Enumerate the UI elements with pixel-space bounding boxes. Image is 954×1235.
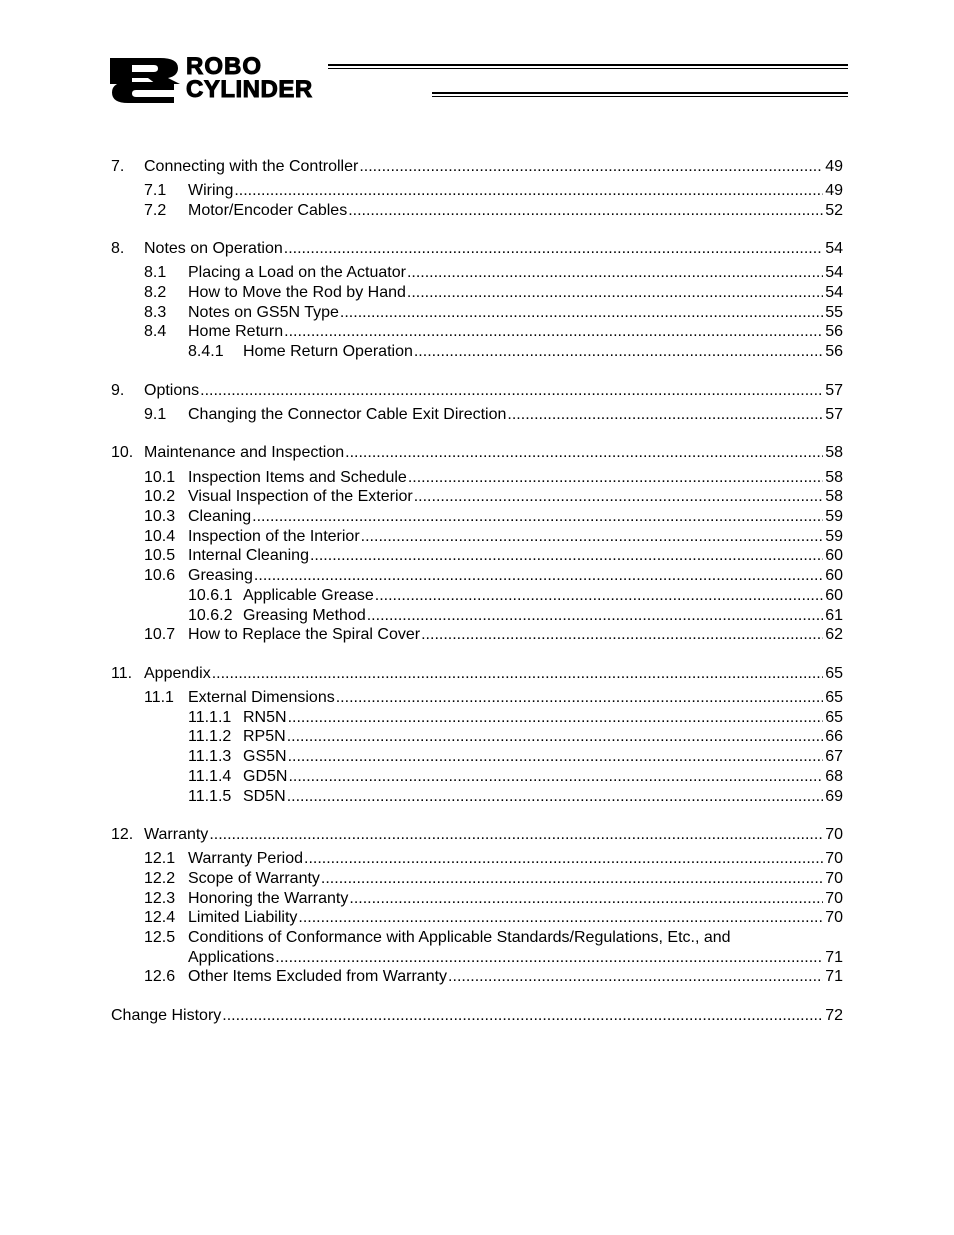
toc-entry-title: SD5N xyxy=(243,788,286,805)
toc-leader-dots xyxy=(288,767,823,787)
toc-entry-title: Placing a Load on the Actuator xyxy=(188,264,406,281)
toc-entry-title: Appendix xyxy=(144,665,211,682)
toc-entry[interactable] xyxy=(0,405,954,425)
toc-entry[interactable] xyxy=(0,586,954,606)
toc-leader-dots xyxy=(200,381,823,401)
toc-leader-dots xyxy=(252,507,823,527)
toc-entry[interactable] xyxy=(0,546,954,566)
toc-entry-page: 60 xyxy=(825,587,843,604)
toc-entry[interactable] xyxy=(0,928,954,948)
toc-entry-title: Applicable Grease xyxy=(243,587,374,604)
toc-entry[interactable] xyxy=(0,342,954,362)
toc-entry-page: 71 xyxy=(825,968,843,985)
toc-entry-number: 8.2 xyxy=(144,284,167,301)
toc-entry-number: 7.2 xyxy=(144,202,167,219)
toc-leader-dots xyxy=(287,727,824,747)
toc-entry-title: Maintenance and Inspection xyxy=(144,444,345,461)
toc-entry-title: Internal Cleaning xyxy=(188,547,309,564)
toc-entry-number: 11.1.1 xyxy=(188,709,232,726)
toc-entry-number: 9. xyxy=(111,382,125,399)
toc-entry-number: 10.6.1 xyxy=(188,587,233,604)
toc-entry-page: 69 xyxy=(825,788,843,805)
toc-entry-number: 12.4 xyxy=(144,909,176,926)
toc-leader-dots xyxy=(348,201,823,221)
toc-entry[interactable] xyxy=(0,263,954,283)
toc-entry-page: 49 xyxy=(825,158,843,175)
toc-entry-page: 62 xyxy=(825,626,843,643)
toc-entry-page: 55 xyxy=(825,304,843,321)
toc-entry[interactable] xyxy=(0,566,954,586)
toc-entry-title: GD5N xyxy=(243,768,288,785)
toc-entry-number: 8.1 xyxy=(144,264,167,281)
toc-entry[interactable] xyxy=(0,869,954,889)
toc-entry-number: 11. xyxy=(111,665,133,682)
toc-entry-number: 8. xyxy=(111,240,125,257)
toc-leader-dots xyxy=(234,181,823,201)
toc-entry[interactable] xyxy=(0,381,954,401)
toc-leader-dots xyxy=(408,468,823,488)
toc-leader-dots xyxy=(287,787,824,807)
toc-leader-dots xyxy=(288,708,824,728)
toc-entry-number: 7. xyxy=(111,158,125,175)
toc-leader-dots xyxy=(421,625,823,645)
toc-entry[interactable] xyxy=(0,787,954,807)
toc-entry[interactable] xyxy=(0,625,954,645)
toc-entry-title: RN5N xyxy=(243,709,287,726)
toc-entry-page: 65 xyxy=(825,665,843,682)
logo-line-1: ROBO xyxy=(186,53,262,80)
toc-entry[interactable] xyxy=(0,849,954,869)
toc-entry-page: 65 xyxy=(825,709,843,726)
toc-entry-number: 10.7 xyxy=(144,626,176,643)
toc-entry-page: 66 xyxy=(825,728,843,745)
toc-entry-title: Other Items Excluded from Warranty xyxy=(188,968,448,985)
toc-entry[interactable] xyxy=(0,825,954,845)
toc-entry-title: Home Return Operation xyxy=(243,343,413,360)
toc-entry-page: 60 xyxy=(825,567,843,584)
toc-leader-dots xyxy=(407,283,823,303)
toc-entry-number: 10.4 xyxy=(144,528,176,545)
logo-line-2: CYLINDER xyxy=(186,76,313,103)
toc-entry[interactable] xyxy=(0,443,954,463)
toc-entry-title: Wiring xyxy=(188,182,234,199)
toc-entry[interactable] xyxy=(0,747,954,767)
toc-entry[interactable] xyxy=(0,487,954,507)
toc-leader-dots xyxy=(414,342,823,362)
toc-entry[interactable] xyxy=(0,727,954,747)
toc-entry[interactable] xyxy=(0,889,954,909)
toc-entry-page: 54 xyxy=(825,284,843,301)
toc-entry[interactable] xyxy=(0,688,954,708)
toc-entry-title: Limited Liability xyxy=(188,909,298,926)
toc-leader-dots xyxy=(367,606,823,626)
toc-entry[interactable] xyxy=(0,181,954,201)
toc-entry[interactable] xyxy=(0,468,954,488)
toc-leader-dots xyxy=(298,908,823,928)
toc-entry-page: 58 xyxy=(825,444,843,461)
toc-entry-title: Honoring the Warranty xyxy=(188,890,349,907)
toc-entry-page: 72 xyxy=(825,1007,843,1024)
toc-entry-number: 10.2 xyxy=(144,488,176,505)
toc-entry-number: 10.1 xyxy=(144,469,176,486)
toc-leader-dots xyxy=(212,664,823,684)
toc-entry[interactable] xyxy=(0,708,954,728)
toc-entry-page: 59 xyxy=(825,508,843,525)
toc-entry[interactable] xyxy=(0,664,954,684)
toc-leader-dots xyxy=(407,263,823,283)
toc-leader-dots xyxy=(254,566,823,586)
toc-entry-title: Motor/Encoder Cables xyxy=(188,202,348,219)
toc-entry-title: Conditions of Conformance with Applicable Standards/Regulations, Etc., and xyxy=(188,929,731,946)
toc-entry-title: Greasing xyxy=(188,567,253,584)
toc-entry-title: Cleaning xyxy=(188,508,252,525)
toc-entry-page: 59 xyxy=(825,528,843,545)
toc-entry[interactable] xyxy=(0,527,954,547)
toc-entry-title: Home Return xyxy=(188,323,284,340)
toc-entry-title: Options xyxy=(144,382,200,399)
toc-entry-number: 11.1.3 xyxy=(188,748,232,765)
toc-leader-dots xyxy=(288,747,824,767)
toc-entry-number: 12.3 xyxy=(144,890,176,907)
toc-entry-title: How to Replace the Spiral Cover xyxy=(188,626,421,643)
toc-leader-dots xyxy=(275,948,823,968)
toc-entry[interactable] xyxy=(0,967,954,987)
toc-leader-dots xyxy=(336,688,823,708)
toc-entry-title: Notes on GS5N Type xyxy=(188,304,339,321)
toc-leader-dots xyxy=(345,443,823,463)
toc-entry-title: Scope of Warranty xyxy=(188,870,320,887)
toc-entry-number: 10.6.2 xyxy=(188,607,233,624)
toc-entry-number: 8.3 xyxy=(144,304,167,321)
toc-leader-dots xyxy=(414,487,823,507)
toc-leader-dots xyxy=(321,869,823,889)
toc-entry-number: 10.6 xyxy=(144,567,176,584)
toc-entry-page: 70 xyxy=(825,826,843,843)
toc-leader-dots xyxy=(361,527,824,547)
toc-entry-number: 9.1 xyxy=(144,406,167,423)
toc-entry-continuation[interactable] xyxy=(0,948,954,968)
toc-leader-dots xyxy=(284,239,823,259)
toc-entry-number: 11.1.5 xyxy=(188,788,232,805)
toc-entry-number: 8.4 xyxy=(144,323,167,340)
toc-entry-title: How to Move the Rod by Hand xyxy=(188,284,406,301)
toc-leader-dots xyxy=(304,849,823,869)
toc-entry[interactable] xyxy=(0,303,954,323)
toc-leader-dots xyxy=(310,546,823,566)
toc-entry-page: 56 xyxy=(825,323,843,340)
toc-entry-page: 54 xyxy=(825,264,843,281)
toc-entry-number: 12.6 xyxy=(144,968,176,985)
toc-entry-title: Connecting with the Controller xyxy=(144,158,359,175)
toc-entry-title: Visual Inspection of the Exterior xyxy=(188,488,413,505)
toc-entry-page: 57 xyxy=(825,406,843,423)
toc-entry[interactable] xyxy=(0,283,954,303)
toc-entry-page: 60 xyxy=(825,547,843,564)
toc-entry-page: 58 xyxy=(825,469,843,486)
toc-entry-number: 7.1 xyxy=(144,182,167,199)
toc-entry-page: 49 xyxy=(825,182,843,199)
toc-entry-page: 71 xyxy=(825,949,843,966)
toc-entry-title-continued: Applications xyxy=(188,949,275,966)
toc-entry[interactable] xyxy=(0,322,954,342)
toc-entry-title: Inspection Items and Schedule xyxy=(188,469,407,486)
toc-entry-page: 70 xyxy=(825,870,843,887)
toc-entry-page: 61 xyxy=(825,607,843,624)
toc-leader-dots xyxy=(375,586,823,606)
toc-entry[interactable] xyxy=(0,239,954,259)
toc-entry-page: 70 xyxy=(825,909,843,926)
toc-entry-page: 70 xyxy=(825,890,843,907)
toc-entry-number: 11.1 xyxy=(144,689,174,706)
toc-entry-title: Warranty Period xyxy=(188,850,303,867)
toc-entry[interactable] xyxy=(0,1006,954,1026)
toc-leader-dots xyxy=(349,889,823,909)
toc-leader-dots xyxy=(284,322,823,342)
toc-entry-title: Inspection of the Interior xyxy=(188,528,360,545)
toc-entry-number: 12. xyxy=(111,826,134,843)
toc-entry-title: Greasing Method xyxy=(243,607,366,624)
toc-entry-page: 58 xyxy=(825,488,843,505)
toc-entry-number: 11.1.2 xyxy=(188,728,232,745)
toc-entry[interactable] xyxy=(0,908,954,928)
toc-entry-title: Changing the Connector Cable Exit Direction xyxy=(188,406,507,423)
toc-entry[interactable] xyxy=(0,507,954,527)
toc-entry-number: 10.3 xyxy=(144,508,176,525)
toc-leader-dots xyxy=(448,967,823,987)
toc-entry-page: 54 xyxy=(825,240,843,257)
toc-entry[interactable] xyxy=(0,157,954,177)
toc-entry-number: 10.5 xyxy=(144,547,176,564)
toc-entry-page: 56 xyxy=(825,343,843,360)
toc-entry-title: Notes on Operation xyxy=(144,240,283,257)
toc-leader-dots xyxy=(359,157,823,177)
toc-leader-dots xyxy=(209,825,823,845)
toc-leader-dots xyxy=(340,303,823,323)
toc-leader-dots xyxy=(507,405,823,425)
toc-entry-page: 68 xyxy=(825,768,843,785)
toc-entry-title: RP5N xyxy=(243,728,286,745)
toc-entry[interactable] xyxy=(0,606,954,626)
toc-entry-page: 57 xyxy=(825,382,843,399)
toc-entry-page: 65 xyxy=(825,689,843,706)
toc-entry-number: 8.4.1 xyxy=(188,343,224,360)
toc-entry-title: External Dimensions xyxy=(188,689,335,706)
toc-entry-number: 12.2 xyxy=(144,870,176,887)
toc-entry[interactable] xyxy=(0,767,954,787)
toc-entry-number: 11.1.4 xyxy=(188,768,232,785)
toc-entry-number: 10. xyxy=(111,444,134,461)
toc-entry-number: 12.1 xyxy=(144,850,176,867)
toc-entry-title: Change History xyxy=(111,1007,222,1024)
toc-entry-page: 70 xyxy=(825,850,843,867)
toc-entry-title: Warranty xyxy=(144,826,209,843)
toc-entry[interactable] xyxy=(0,201,954,221)
toc-entry-number: 12.5 xyxy=(144,929,176,946)
toc-entry-title: GS5N xyxy=(243,748,287,765)
toc-entry-page: 52 xyxy=(825,202,843,219)
toc-entry-page: 67 xyxy=(825,748,843,765)
toc-leader-dots xyxy=(222,1006,823,1026)
